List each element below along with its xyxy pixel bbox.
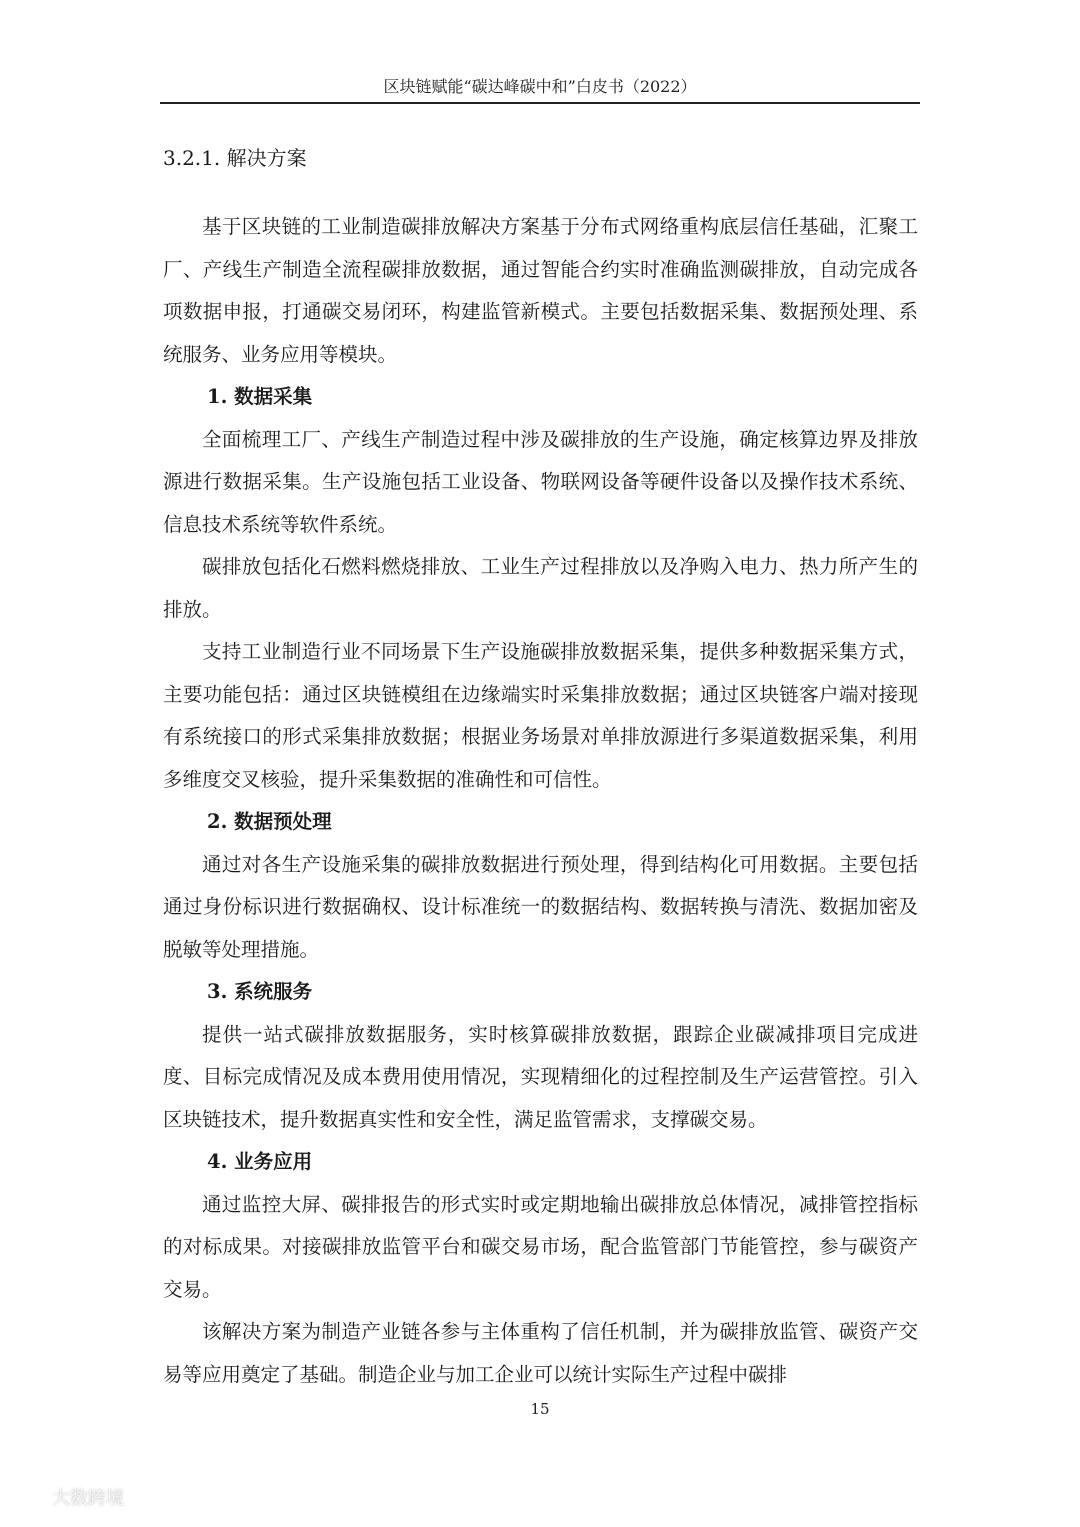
intro-paragraph: 基于区块链的工业制造碳排放解决方案基于分布式网络重构底层信任基础，汇聚工厂、产线生产制造全流程碳排放数据，通过智能合约实时准确监测碳排放，自动完成各项数据申报，打通碳交易闭环，构建监管新模式。主要包括数据采集、数据预处理、系统服务、业务应用等模块。 <box>163 215 918 366</box>
paragraph: 全面梳理工厂、产线生产制造过程中涉及碳排放的生产设施，确定核算边界及排放源进行数据采集。生产设施包括工业设备、物联网设备等硬件设备以及操作技术系统、信息技术系统等软件系统。 <box>163 427 918 536</box>
paragraph: 通过对各生产设施采集的碳排放数据进行预处理，得到结构化可用数据。主要包括通过身份标识进行数据确权、设计标准统一的数据结构、数据转换与清洗、数据加密及脱敏等处理措施。 <box>163 852 918 961</box>
running-header: 区块链赋能“碳达峰碳中和”白皮书（2022） <box>160 72 920 104</box>
subsection-heading: 3. 系统服务 <box>207 980 313 1003</box>
paragraph: 提供一站式碳排放数据服务，实时核算碳排放数据，跟踪企业碳减排项目完成进度、目标完成情况及成本费用使用情况，实现精细化的过程控制及生产运营管控。引入区块链技术，提升数据真实性和安全性，满足监管需求，支撑碳交易。 <box>163 1022 918 1131</box>
paragraph: 碳排放包括化石燃料燃烧排放、工业生产过程排放以及净购入电力、热力所产生的排放。 <box>163 555 918 621</box>
watermark-text: 大数跨境 <box>52 1488 124 1509</box>
subsection-heading: 4. 业务应用 <box>207 1150 313 1173</box>
paragraph: 通过监控大屏、碳排报告的形式实时或定期地输出碳排放总体情况，减排管控指标的对标成果。对接碳排放监管平台和碳交易市场，配合监管部门节能管控，参与碳资产交易。 <box>163 1192 918 1301</box>
paragraph: 支持工业制造行业不同场景下生产设施碳排放数据采集，提供多种数据采集方式，主要功能包括：通过区块链模组在边缘端实时采集排放数据；通过区块链客户端对接现有系统接口的形式采集排放数据；根据业务场景对单排放源进行多渠道数据采集，利用多维度交叉核验，提升采集数据的准确性和可信性。 <box>163 640 918 791</box>
paragraph: 该解决方案为制造产业链各参与主体重构了信任机制，并为碳排放监管、碳资产交易等应用奠定了基础。制造企业与加工企业可以统计实际生产过程中碳排 <box>163 1320 918 1386</box>
subsection-data-collection <box>163 376 918 801</box>
subsection-business-applications <box>163 1141 918 1396</box>
page-content <box>163 138 918 1396</box>
subsection-heading: 1. 数据采集 <box>207 385 313 408</box>
watermark <box>12 1484 124 1510</box>
section-title: 3.2.1. 解决方案 <box>163 146 307 170</box>
page-number: 15 <box>530 1400 550 1418</box>
subsection-heading: 2. 数据预处理 <box>207 810 332 833</box>
subsection-system-services <box>163 971 918 1141</box>
weibo-logo-icon <box>12 1486 46 1508</box>
subsection-data-preprocessing <box>163 801 918 971</box>
